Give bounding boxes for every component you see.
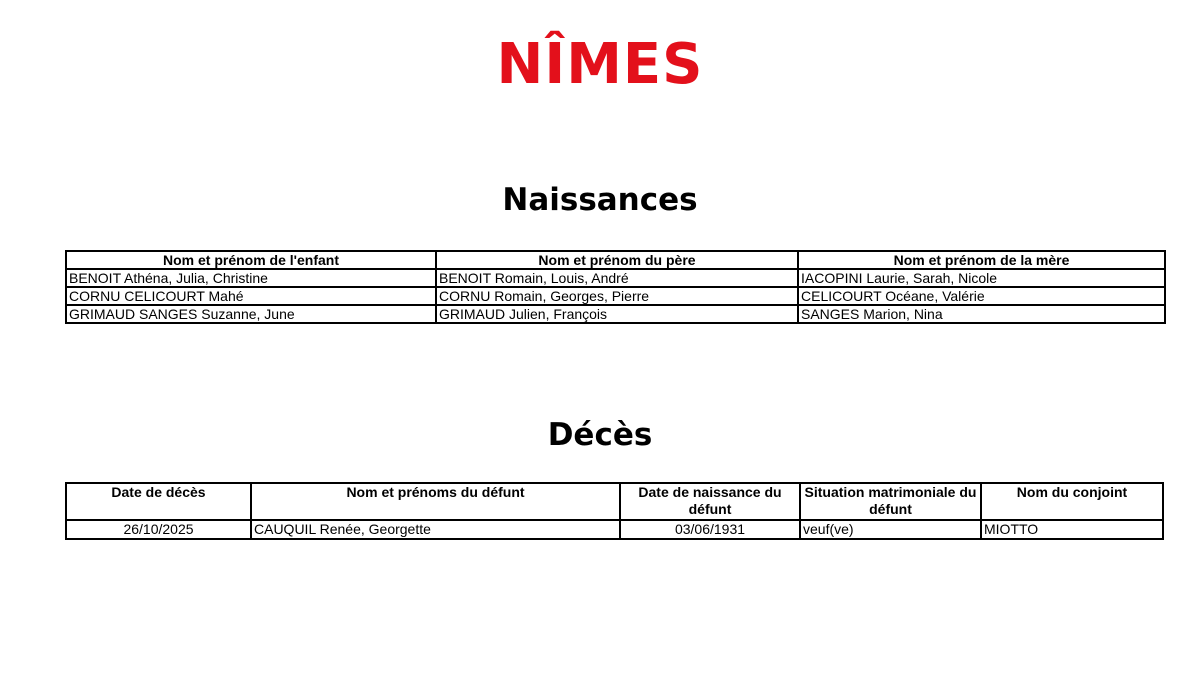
table-row bbox=[66, 305, 1165, 323]
header-mere: Nom et prénom de la mère bbox=[798, 251, 1165, 269]
header-date-naissance: Date de naissance du défunt bbox=[620, 483, 800, 520]
cell-conjoint: MIOTTO bbox=[981, 520, 1163, 539]
naissances-table bbox=[65, 250, 1166, 324]
cell-enfant: GRIMAUD SANGES Suzanne, June bbox=[66, 305, 436, 323]
nimes-logo: NÎMES bbox=[496, 32, 704, 97]
cell-date-deces: 26/10/2025 bbox=[66, 520, 251, 539]
cell-mere: SANGES Marion, Nina bbox=[798, 305, 1165, 323]
table-row bbox=[66, 269, 1165, 287]
cell-date-naissance: 03/06/1931 bbox=[620, 520, 800, 539]
header-conjoint: Nom du conjoint bbox=[981, 483, 1163, 520]
header-date-deces: Date de décès bbox=[66, 483, 251, 520]
cell-pere: CORNU Romain, Georges, Pierre bbox=[436, 287, 798, 305]
cell-enfant: CORNU CELICOURT Mahé bbox=[66, 287, 436, 305]
cell-pere: BENOIT Romain, Louis, André bbox=[436, 269, 798, 287]
header-situation: Situation matrimoniale du défunt bbox=[800, 483, 981, 520]
naissances-title: Naissances bbox=[502, 182, 698, 218]
deces-table bbox=[65, 482, 1164, 540]
table-row bbox=[66, 520, 1163, 539]
table-header-row bbox=[66, 251, 1165, 269]
cell-mere: IACOPINI Laurie, Sarah, Nicole bbox=[798, 269, 1165, 287]
deces-title: Décès bbox=[547, 417, 653, 453]
header-pere: Nom et prénom du père bbox=[436, 251, 798, 269]
cell-mere: CELICOURT Océane, Valérie bbox=[798, 287, 1165, 305]
header-enfant: Nom et prénom de l'enfant bbox=[66, 251, 436, 269]
cell-nom-defunt: CAUQUIL Renée, Georgette bbox=[251, 520, 620, 539]
table-row bbox=[66, 287, 1165, 305]
cell-pere: GRIMAUD Julien, François bbox=[436, 305, 798, 323]
header-nom-defunt: Nom et prénoms du défunt bbox=[251, 483, 620, 520]
table-header-row bbox=[66, 483, 1163, 520]
cell-enfant: BENOIT Athéna, Julia, Christine bbox=[66, 269, 436, 287]
cell-situation: veuf(ve) bbox=[800, 520, 981, 539]
